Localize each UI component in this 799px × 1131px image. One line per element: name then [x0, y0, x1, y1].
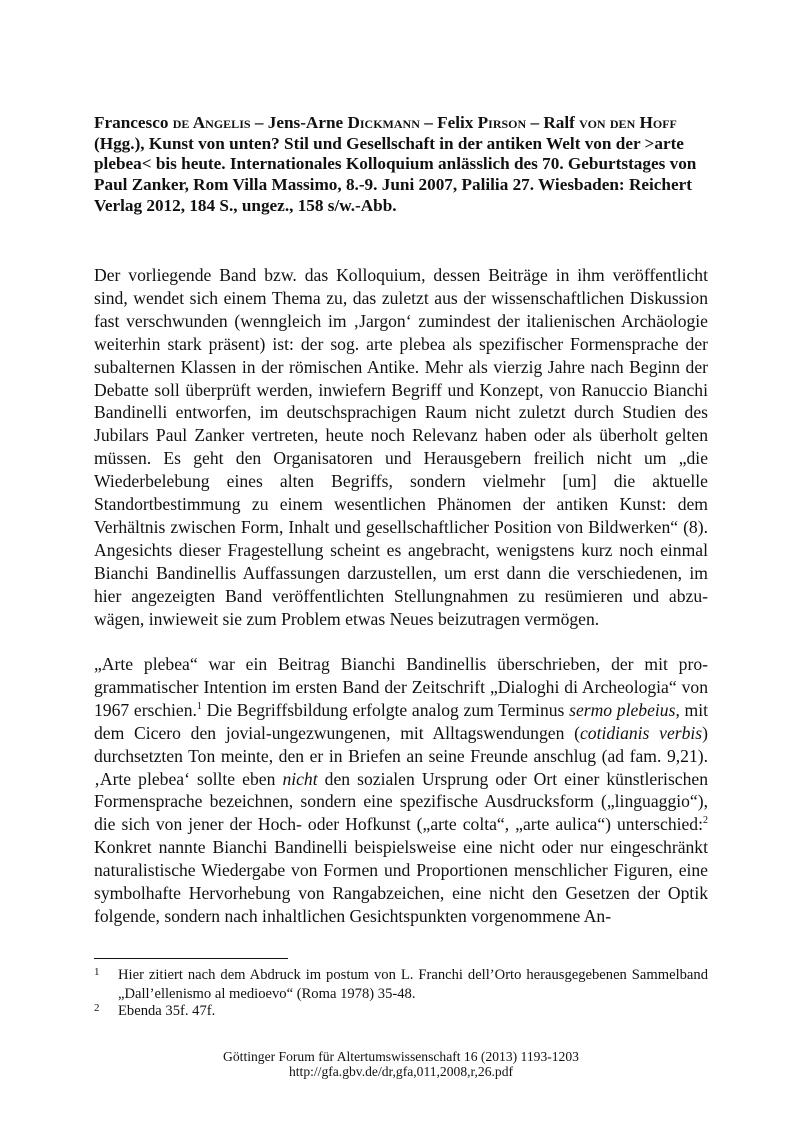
footnote-number: 1 — [94, 966, 100, 978]
heading-text: – Felix — [419, 113, 478, 132]
author-surname: von den Hoff — [579, 113, 677, 132]
body-paragraph-1: Der vorliegende Band bzw. das Kolloquium, dessen Beiträge in ihm veröffentlicht sind, wendet sich einem Thema zu, das zuletzt aus der wissenschaftlichen Diskussion fast verschwunden (wenngleich im ‚Jargon‘ zumindest der italienischen Archäologie weiterhin stark präsent) ist: der sog. arte plebea als spezifischer Formensprache der subalternen Klassen in der römischen Antike. Mehr als vierzig Jahre nach Beginn der Debatte soll überprüft werden, inwiefern Begriff und Konzept, von Ranuccio Bianchi Bandinelli entworfen, im deutschsprachigen Raum nicht zuletzt durch Studien des Jubilars Paul Zanker vertreten, heute noch Relevanz haben oder als überholt gelten müssen. Es geht den Organisatoren und Herausgebern freilich nicht um „die Wiederbelebung eines alten Begriffs, sondern vielmehr [um] die aktuelle Standortbestimmung zu einem wesentlichen Phänomen der antiken Kunst: dem Verhältnis zwischen Form, Inhalt und gesellschaftlicher Position von Bildwerken“ (8). Angesichts dieser Fragestellung scheint es angebracht, wenigstens kurz noch einmal Bianchi Bandinellis Auffassungen darzustellen, um erst dann die verschiedenen, im hier angezeigten Band veröffentlichten Stellungnahmen zu resümieren und abzuwägen, inwieweit sie zum Problem etwas Neues beizutragen vermögen. — [94, 265, 708, 629]
paragraph-text: Konkret nannte Bianchi Bandinelli beispielsweise eine nicht oder nur eingeschränkt naturalistische Wiedergabe von Formen und Proportionen menschlicher Figuren, eine symbolhafte Hervorhebung von Rangabzeichen, eine nicht den Gesetzen der Optik folgende, sondern nach inhaltlichen Gesichtspunkten vorgenommene An- — [94, 837, 708, 926]
author-surname: de Angelis — [172, 113, 251, 132]
author-surname: Pirson — [477, 113, 527, 132]
emphasis-word: nicht — [282, 768, 318, 789]
paragraph-text: , mit dem Cicero den jovial-ungezwungenen, mit Alltagswendungen ( — [94, 699, 708, 743]
heading-text: (Hgg.), Kunst von unten? Stil und Gesellschaft in der antiken Welt von der >arte plebea< bis heute. Internationales Kolloquium anlässlich des 70. Geburtstages von Paul Zanker, Rom Villa Massimo, 8.-9. Juni 2007, Palilia 27. Wiesbaden: Reichert Verlag 2012, 184 S., ungez., 158 s/w.-Abb. — [94, 133, 697, 215]
heading-text: – Ralf — [526, 113, 580, 132]
latin-term: sermo plebeius — [569, 699, 676, 720]
footnote-divider — [94, 958, 288, 959]
heading-text: Francesco — [94, 113, 173, 132]
author-surname: Dickmann — [347, 113, 420, 132]
footnote-ref-2[interactable]: 2 — [703, 815, 708, 827]
paragraph-text: „Arte plebea“ war ein Beitrag Bianchi Bandinellis überschrieben, der mit programmatischer Intention im ersten Band der Zeitschrift „Dialoghi di Archeologia“ von 1967 erschien. — [94, 654, 708, 720]
latin-term: cotidianis verbis — [580, 722, 703, 743]
journal-citation: Göttinger Forum für Altertumswissenschaft 16 (2013) 1193-1203 — [223, 1049, 579, 1064]
heading-text: – Jens-Arne — [250, 113, 348, 132]
footnote-ref-1[interactable]: 1 — [196, 700, 202, 712]
body-paragraph-2 — [94, 653, 708, 928]
source-url-link[interactable]: http://gfa.gbv.de/dr,gfa,011,2008,r,26.pdf — [288, 1064, 514, 1079]
footnote-1 — [94, 966, 708, 1004]
footnote-text: Hier zitiert nach dem Abdruck im postum von L. Franchi dell’Orto herausgegebenen Sammelband „Dall’ellenismo al medioevo“ (Roma 1978) 35-48. — [118, 967, 708, 1002]
footnote-number: 2 — [94, 1002, 100, 1014]
paragraph-text: Die Begriffsbildung erfolgte analog zum Terminus — [201, 699, 570, 720]
footnote-text: Ebenda 35f. 47f. — [118, 1003, 216, 1019]
review-heading — [94, 113, 708, 217]
paragraph-text: ) durchsetzten Ton meinte, den er in Briefen an seine Freunde anschlug (ad fam. 9,21). ‚Arte plebea‘ sollte eben — [94, 722, 708, 789]
paragraph-text: den sozialen Ursprung oder Ort einer künstlerischen Formensprache bezeichnen, sondern eine spezifische Ausdrucksform („linguaggio“), die sich von jener der Hoch- oder Hofkunst („arte colta“, „arte aulica“) unterschied: — [94, 768, 709, 835]
footnote-2 — [94, 1002, 708, 1021]
